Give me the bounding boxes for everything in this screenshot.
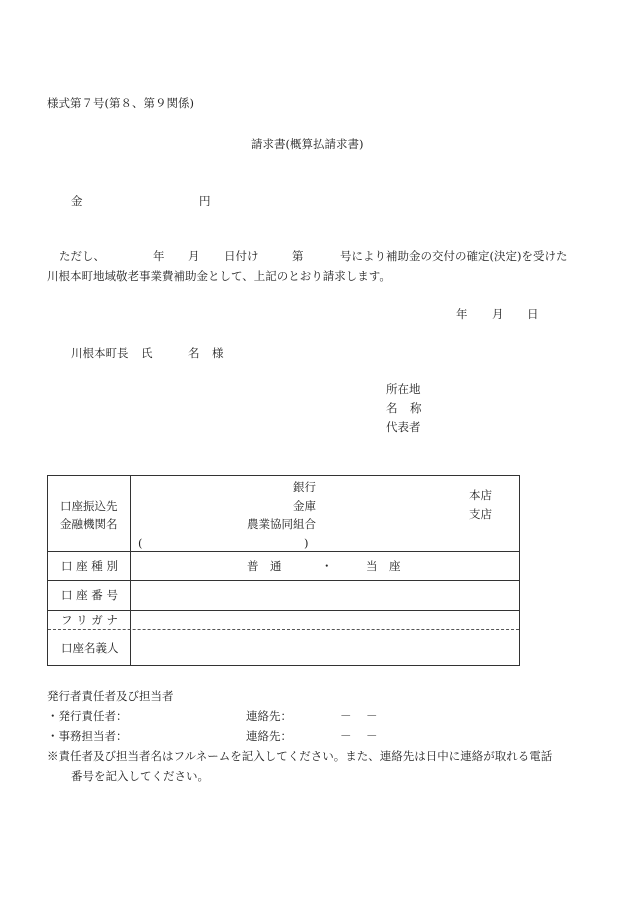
bank-label-2: 金融機関名 [60, 517, 118, 531]
furigana-label: フ リ ガ ナ [61, 613, 118, 627]
body-line1-rest: 号により補助金の交付の確定(決定)を受けた [340, 249, 568, 263]
contacts-heading: 発行者責任者及び担当者 [47, 689, 174, 703]
addressee-title: 川根本町長 [71, 346, 129, 360]
staff-contact-label: 連絡先： [246, 729, 292, 743]
form-number: 様式第７号(第８、第９関係) [47, 96, 194, 110]
staff-dash-2: － [366, 729, 378, 743]
applicant-address-label: 所在地 [386, 382, 421, 396]
applicant-rep-label: 代表者 [386, 420, 421, 434]
date-month: 月 [492, 307, 504, 321]
bank-account-table [47, 475, 520, 666]
branch-honten: 本店 [469, 488, 492, 502]
table-row-divider [48, 610, 519, 611]
responsible-contact-label: 連絡先： [246, 709, 292, 723]
bank-type-shinkin: 金庫 [293, 499, 316, 513]
note-line-1: ※責任者及び担当者名はフルネームを記入してください。また、連絡先は日中に連絡が取れる電話 [47, 749, 553, 763]
table-row-divider [48, 580, 519, 581]
staff-label: ・事務担当者： [47, 729, 128, 743]
branch-shiten: 支店 [469, 507, 492, 521]
bank-label-1: 口座振込先 [60, 499, 118, 513]
account-type-label: 口 座 種 別 [61, 559, 118, 573]
body-intro: ただし、 [59, 249, 105, 263]
paren-open: ( [138, 536, 143, 550]
body-line2: 川根本町地域敬老事業費補助金として、上記のとおり請求します。 [47, 269, 391, 283]
date-day: 日 [527, 307, 539, 321]
bank-type-nokyo: 農業協同組合 [247, 517, 316, 531]
document-title: 請求書(概算払請求書) [251, 137, 364, 151]
account-type-separator: ・ [321, 559, 333, 573]
body-number-prefix: 第 [292, 249, 304, 263]
addressee-shi: 氏 [141, 346, 153, 360]
paren-close: ) [304, 536, 309, 550]
body-date: 日付け [224, 249, 259, 263]
bank-type-bank: 銀行 [293, 480, 316, 494]
account-type-futsu: 普 通 [247, 559, 282, 573]
account-number-label: 口 座 番 号 [61, 588, 118, 602]
addressee-mei: 名 [188, 346, 200, 360]
applicant-name-label-b: 称 [410, 401, 422, 415]
table-column-divider [130, 476, 131, 665]
table-row-divider [48, 551, 519, 552]
account-type-toza: 当 座 [366, 559, 401, 573]
note-line-2: 番号を記入してください。 [71, 769, 209, 783]
staff-dash-1: － [340, 729, 352, 743]
applicant-name-label-a: 名 [386, 401, 398, 415]
addressee-sama: 様 [212, 346, 224, 360]
amount-suffix: 円 [199, 194, 211, 208]
amount-prefix: 金 [71, 194, 83, 208]
responsible-dash-2: － [366, 709, 378, 723]
body-year: 年 [153, 249, 165, 263]
responsible-label: ・発行責任者： [47, 709, 128, 723]
table-dashed-divider [48, 629, 519, 630]
account-holder-label: 口座名義人 [61, 641, 119, 655]
responsible-dash-1: － [340, 709, 352, 723]
date-year: 年 [456, 307, 468, 321]
body-month: 月 [188, 249, 200, 263]
